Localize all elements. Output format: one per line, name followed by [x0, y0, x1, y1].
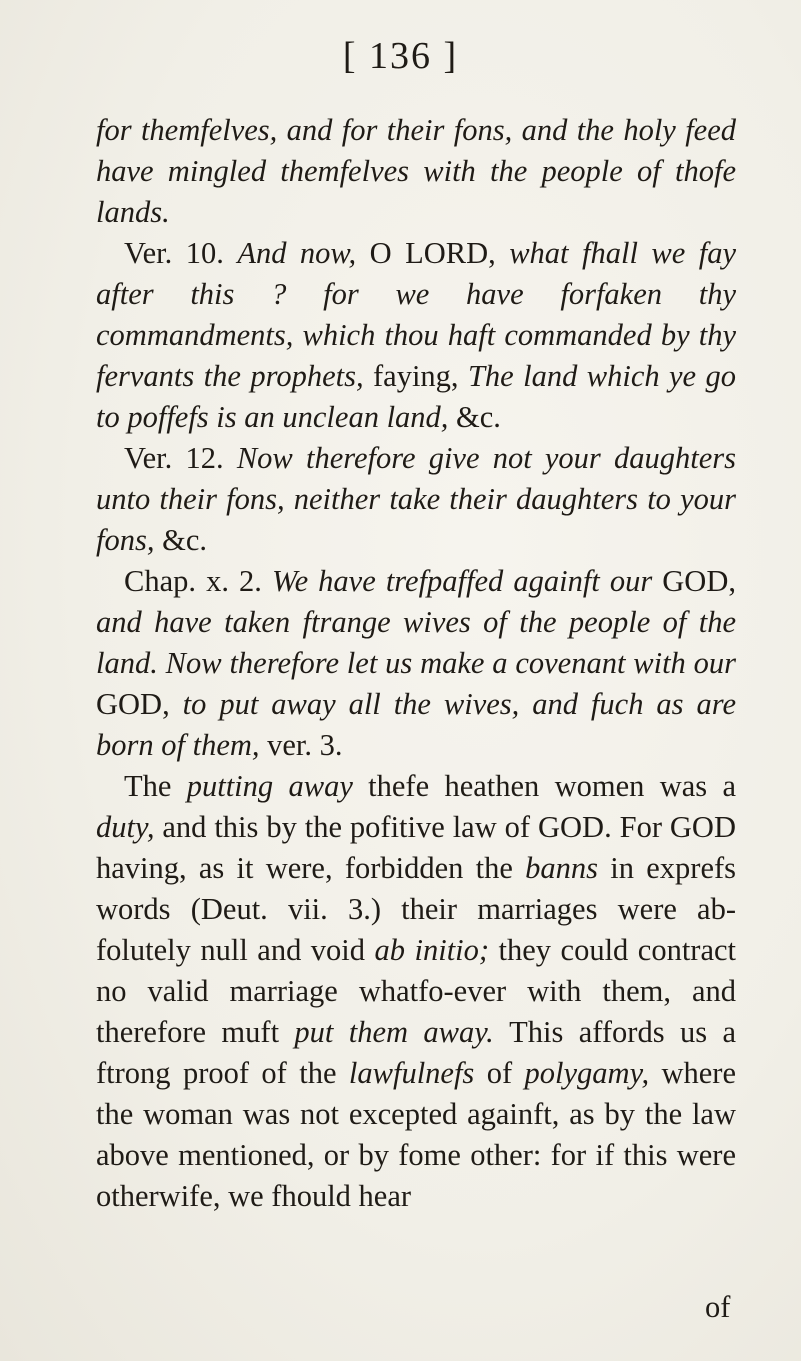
text-segment: &c. — [162, 523, 207, 557]
text-segment: ab initio; — [374, 933, 499, 967]
text-segment: what fhall we fay after this ? for we have forfaken thy commandments, which thou haft commanded by thy fervants the prophets, — [96, 236, 736, 393]
text-segment: This affords us a ftrong proof of the — [96, 1015, 736, 1090]
text-segment: And now, — [237, 236, 370, 270]
text-segment: ver. 3. — [267, 728, 343, 762]
text-segment: polygamy, — [524, 1056, 662, 1090]
text-segment: O LORD, — [369, 236, 510, 270]
text-segment: banns — [525, 851, 611, 885]
text-segment: they could contract no valid marriage whatfo-ever with them, and therefore muft — [96, 933, 737, 1049]
paragraph-1 — [96, 110, 736, 233]
text-segment: Ver. 10. — [124, 236, 238, 270]
text-segment: Ver. 12. — [124, 441, 237, 475]
body-text — [96, 110, 736, 1217]
text-segment: and have taken ftrange wives of the people of the land. Now therefore let us make a covenant with our — [96, 605, 736, 680]
text-segment: GOD, — [96, 687, 183, 721]
text-segment: put them away. — [294, 1015, 510, 1049]
paragraph-2 — [96, 233, 736, 438]
text-segment: GOD, — [662, 564, 736, 598]
paragraph-3 — [96, 438, 736, 561]
paragraph-5 — [96, 766, 736, 1217]
text-segment: of — [486, 1056, 525, 1090]
text-segment: to put away all the wives, and fuch as are born of them, — [96, 687, 736, 762]
text-segment: Now therefore give not your daughters unto their fons, neither take their daughters to your fons, — [96, 441, 736, 557]
page-number: [ 136 ] — [342, 35, 459, 77]
catchword: of — [705, 1290, 731, 1324]
text-segment: The — [124, 769, 187, 803]
text-segment: duty, — [96, 810, 163, 844]
text-segment: thefe heathen women was a — [368, 769, 736, 803]
text-segment: in exprefs words (Deut. vii. 3.) their marriages were ab-folutely null and void — [96, 851, 737, 967]
text-segment: &c. — [456, 400, 501, 434]
text-segment: where the woman was not excepted againft, as by the law above mentioned, or by fome other: for if this were otherwife, we fhould hear — [96, 1056, 736, 1213]
paragraph-4 — [96, 561, 736, 766]
text-segment: putting away — [186, 769, 369, 803]
text-segment: We have trefpaffed againft our — [271, 564, 663, 598]
text-segment: for themfelves, and for their fons, and the holy feed have mingled themfelves with the people of thofe lands. — [96, 113, 736, 229]
text-segment: Chap. x. 2. — [124, 564, 272, 598]
text-segment: lawfulnefs — [348, 1056, 487, 1090]
text-segment: and this by the pofitive law of GOD. For GOD having, as it were, forbidden the — [96, 810, 736, 885]
text-segment: The land which ye go to poffefs is an unclean land, — [96, 359, 736, 434]
text-segment: faying, — [373, 359, 468, 393]
